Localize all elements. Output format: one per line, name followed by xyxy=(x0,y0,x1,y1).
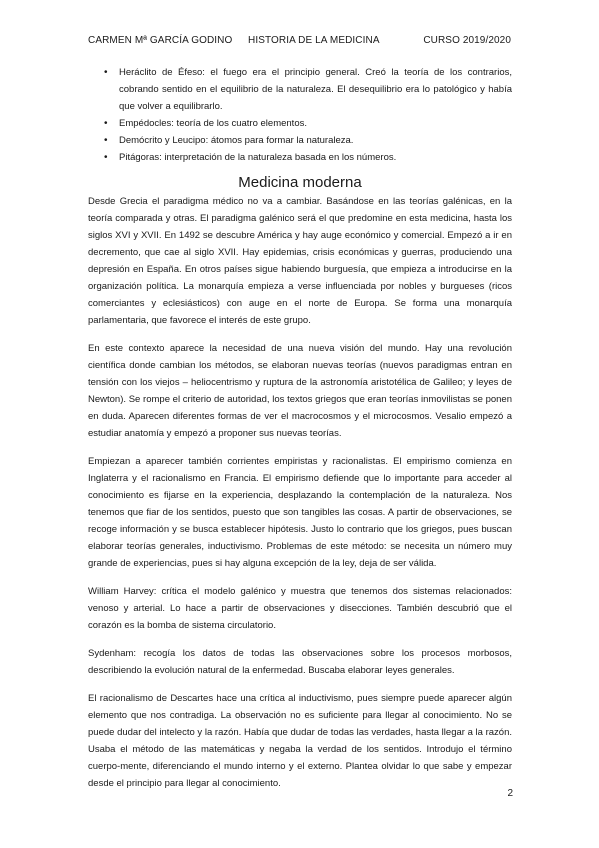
list-item-democrito: • Demócrito y Leucipo: átomos para formar la naturaleza. xyxy=(119,132,512,149)
paragraph-harvey: William Harvey: crítica el modelo galénico y muestra que tenemos dos sistemas relacionados: venoso y arterial. Lo hace a partir de observaciones y disecciones. También descubrió que el corazón es la bomba de sistema circulatorio. xyxy=(88,586,512,631)
page-number: 2 xyxy=(507,788,513,799)
list-item-pitagoras: • Pitágoras: interpretación de la naturaleza basada en los números. xyxy=(119,149,512,166)
list-item-heraclito: • Heráclito de Éfeso: el fuego era el principio general. Creó la teoría de los contrarios, cobrando sentido en el equilibrio de la naturaleza. El desequilibrio era lo patológico y había que volver a equilibrarlo. xyxy=(119,64,512,115)
page-header xyxy=(88,35,511,46)
paragraph-scientific-revolution: En este contexto aparece la necesidad de una nueva visión del mundo. Hay una revolución científica donde cambian los métodos, se elaboran nuevas teorías (nuevos paradigmas entran en tensión con los viejos – heliocentrismo y ruptura de la astronomía aristotélica de Galileo; y leyes de Newton). Se rompe el criterio de autoridad, los textos griegos que eran teorías inmovilistas se ponen en duda. Aparecen diferentes formas de ver el macrocosmos y el microcosmos. Vesalio empezó a estudiar anatomía y empezó a proponer sus nuevas teorías. xyxy=(88,343,512,439)
paragraph-empiricism: Empiezan a aparecer también corrientes empiristas y racionalistas. El empirismo comienza en Inglaterra y el racionalismo en Francia. El empirismo defiende que lo importante para acceder al conocimiento es fijarse en la experiencia, desplazando la contemplación de la naturaleza. Nos tenemos que fiar de los sentidos, puesto que son tangibles las cosas. A partir de observaciones, se recoge información y se busca establecer hipótesis. Justo lo contrario que los griegos, pues buscan elaborar teorías generales, inductivismo. Problemas de este método: se necesita un número muy grande de experiencias, pues si hay alguna excepción de la ley, deja de ser válida. xyxy=(88,456,512,569)
paragraph-descartes: El racionalismo de Descartes hace una crítica al inductivismo, pues siempre puede aparecer algún elemento que nos contradiga. La observación no es suficiente para llegar al conocimiento. No se puede dudar del intelecto y la razón. Había que dudar de todas las verdades, hasta llegar a la razón. Usaba el método de las matemáticas y negaba la verdad de los sentidos. Introdujo el término cuerpo-mente, diferenciando el mundo interno y el externo. Plantea olvidar lo que sabe y empezar desde el principio para llegar al conocimiento. xyxy=(88,693,512,789)
page-content xyxy=(88,64,512,803)
header-course: CURSO 2019/2020 xyxy=(423,35,511,46)
philosopher-list xyxy=(88,64,512,166)
header-author: CARMEN Mª GARCÍA GODINO xyxy=(88,35,233,46)
paragraph-sydenham: Sydenham: recogía los datos de todas las observaciones sobre los procesos morbosos, describiendo la evolución natural de la enfermedad. Buscaba elaborar leyes generales. xyxy=(88,648,512,676)
list-item-empedocles: • Empédocles: teoría de los cuatro elementos. xyxy=(119,115,512,132)
header-subject: HISTORIA DE LA MEDICINA xyxy=(248,35,380,46)
paragraph-context: Desde Grecia el paradigma médico no va a cambiar. Basándose en las teorías galénicas, en la teoría comparada y otras. El paradigma galénico será el que predomine en esta medicina, hasta los siglos XVI y XVII. En 1492 se descubre América y hay auge económico y comercial. Empezó a ir en decremento, que cae al siglo XVII. Hay epidemias, crisis económicas y guerras, produciendo una depresión en España. En otros países sigue habiendo burguesía, que empieza a introducirse en la organización política. La monarquía empieza a verse influenciada por nobles y burgueses (ricos comerciantes y eclesiásticos) con auge en el norte de Europa. Se forma una monarquía parlamentaria, que favorece el interés de este grupo. xyxy=(88,196,512,326)
section-title: Medicina moderna xyxy=(238,174,362,191)
